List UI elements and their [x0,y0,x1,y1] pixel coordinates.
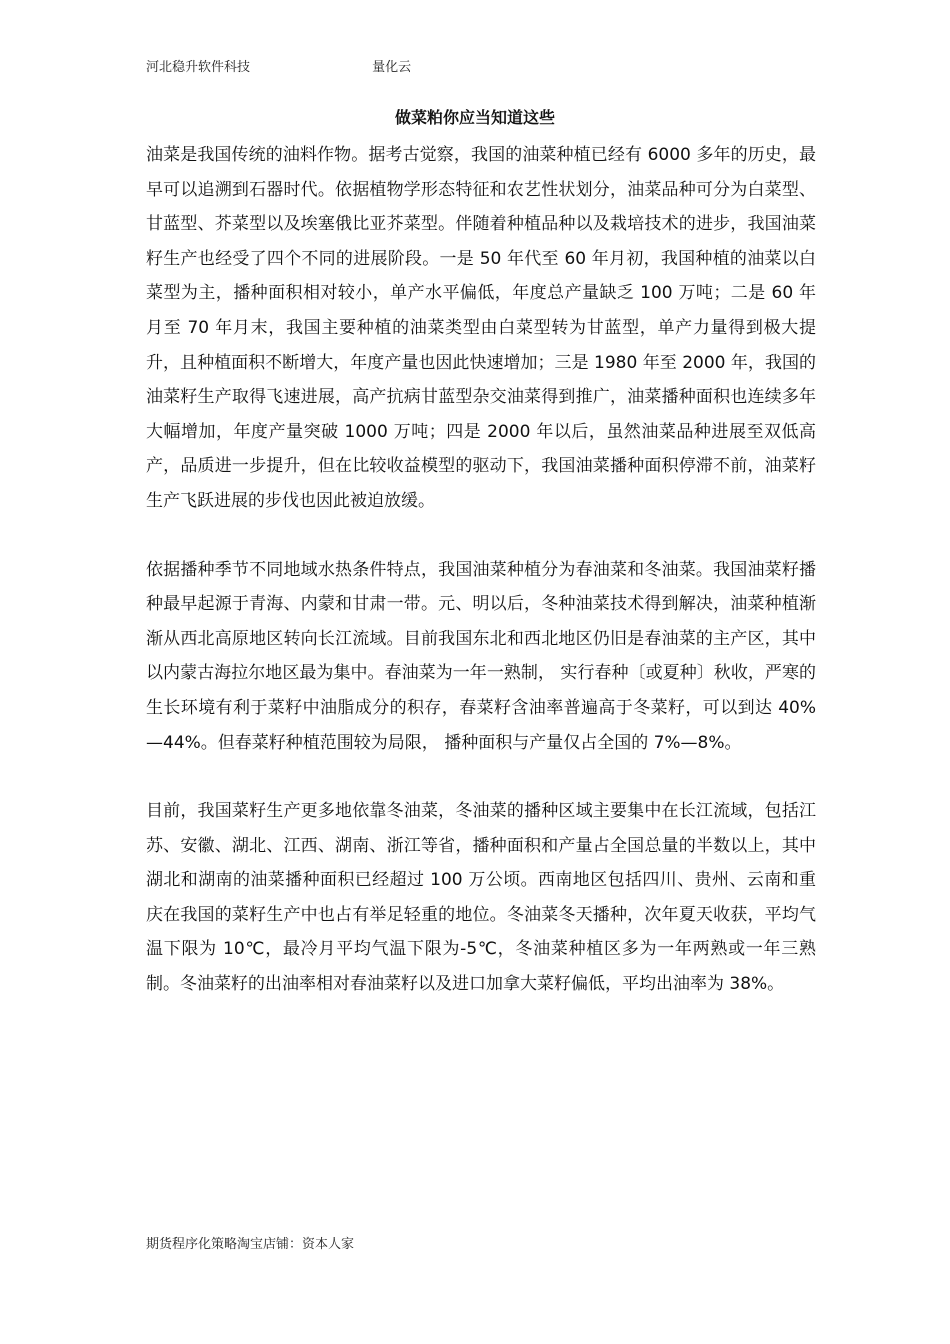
header-product: 量化云 [372,60,412,75]
paragraph-spring-rapeseed: 依据播种季节不同地域水热条件特点，我国油菜种植分为春油菜和冬油菜。我国油菜籽播种最早起源于青海、内蒙和甘肃一带。元、明以后，冬种油菜技术得到解决，油菜种植渐渐从西北高原地区转向长江流域。目前我国东北和西北地区仍旧是春油菜的主产区，其中以内蒙古海拉尔地区最为集中。春油菜为一年一熟制， 实行春种〔或夏种〕秋收，严寒的生长环境有利于菜籽中油脂成分的积存，春菜籽含油率普遍高于冬菜籽，可以到达 40%—44%。但春菜籽种植范围较为局限， 播种面积与产量仅占全国的 7%—8%。 [146,559,816,753]
paragraph-history: 油菜是我国传统的油料作物。据考古觉察，我国的油菜种植已经有 6000 多年的历史，最早可以追溯到石器时代。依据植物学形态特征和农艺性状划分，油菜品种可分为白菜型、甘蓝型、芥菜型以及埃塞俄比亚芥菜型。伴随着种植品种以及栽培技术的进步，我国油菜籽生产也经受了四个不同的进展阶段。一是 50 年代至 60 年月初，我国种植的油菜以白菜型为主，播种面积相对较小，单产水平偏低，年度总产量缺乏 100 万吨；二是 60 年月至 70 年月末，我国主要种植的油菜类型由白菜型转为甘蓝型，单产力量得到极大提升，且种植面积不断增大，年度产量也因此快速增加；三是 1980 年至 2000 年，我国的油菜籽生产取得飞速进展，高产抗病甘蓝型杂交油菜得到推广，油菜播种面积也连续多年大幅增加，年度产量突破 1000 万吨；四是 2000 年以后，虽然油菜品种进展至双低高产，品质进一步提升，但在比较收益模型的驱动下，我国油菜播种面积停滞不前，油菜籽生产飞跃进展的步伐也因此被迫放缓。 [146,145,816,511]
document-title: 做菜粕你应当知道这些 [394,108,555,127]
document-body [146,138,816,1002]
paragraph-winter-rapeseed: 目前，我国菜籽生产更多地依靠冬油菜，冬油菜的播种区域主要集中在长江流域，包括江苏、安徽、湖北、江西、湖南、浙江等省，播种面积和产量占全国总量的半数以上，其中湖北和湖南的油菜播种面积已经超过 100 万公顷。西南地区包括四川、贵州、云南和重庆在我国的菜籽生产中也占有举足轻重的地位。冬油菜冬天播种，次年夏天收获，平均气温下限为 10℃，最冷月平均气温下限为-5℃，冬油菜种植区多为一年两熟或一年三熟制。冬油菜籽的出油率相对春油菜籽以及进口加拿大菜籽偏低，平均出油率为 38%。 [146,801,816,995]
header-company: 河北稳升软件科技 [146,60,251,75]
page-header [146,56,411,75]
page-footer: 期货程序化策略淘宝店铺：资本人家 [146,1237,355,1252]
